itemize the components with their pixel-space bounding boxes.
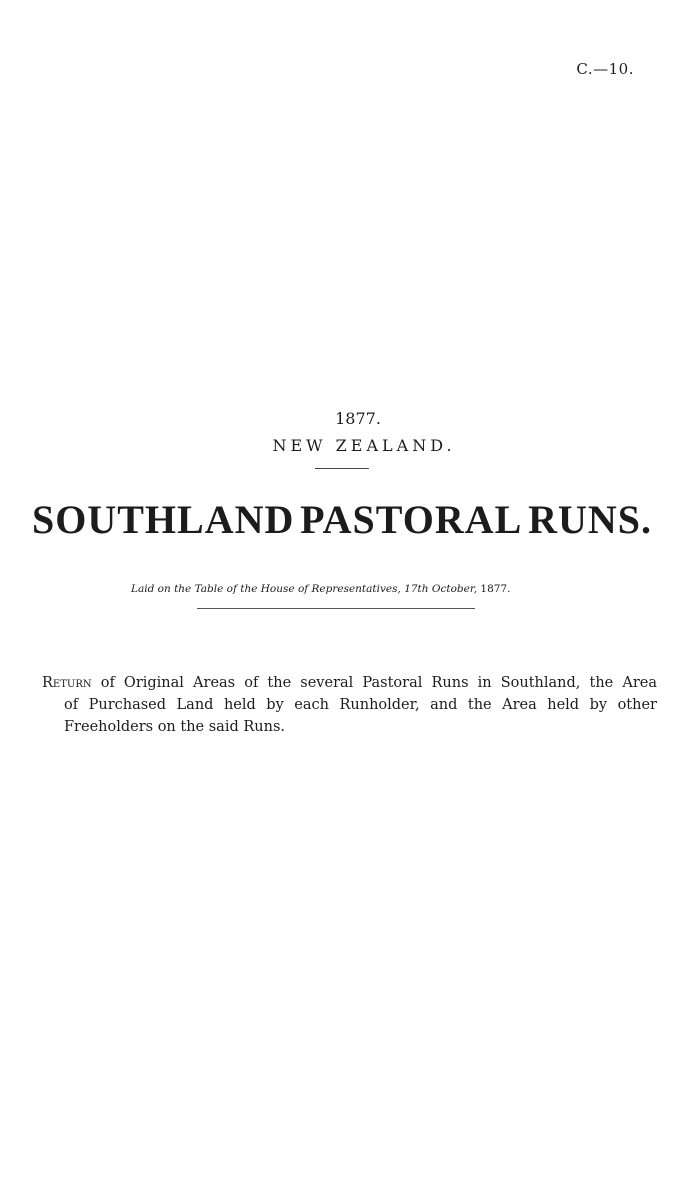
main-title [32,497,652,542]
short-divider [315,468,369,469]
return-lead-word: Return [42,675,92,691]
return-line-2: of Purchased Land held by each Runholder, and the Area held by other [64,697,657,713]
title-word-runs: RUNS. [528,497,652,542]
return-line-3: Freeholders on the said Runs. [64,719,285,735]
title-word-southland: SOUTHLAND [32,497,295,542]
long-divider [197,608,475,609]
title-word-pastoral: PASTORAL [300,497,523,542]
laid-note-text: Laid on the Table of the House of Representatives, 17th October, [131,583,478,595]
document-number: C.—10. [576,60,634,78]
return-line-1 [42,672,657,694]
laid-note-year: 1877. [480,583,511,595]
document-year: 1877. [335,409,381,428]
laid-on-table-note [131,583,510,595]
return-paragraph [42,672,657,738]
return-line-1-text: of Original Areas of the several Pastoral Runs in Southland, the Area [91,675,657,691]
country-heading: NEW ZEALAND. [272,436,456,455]
